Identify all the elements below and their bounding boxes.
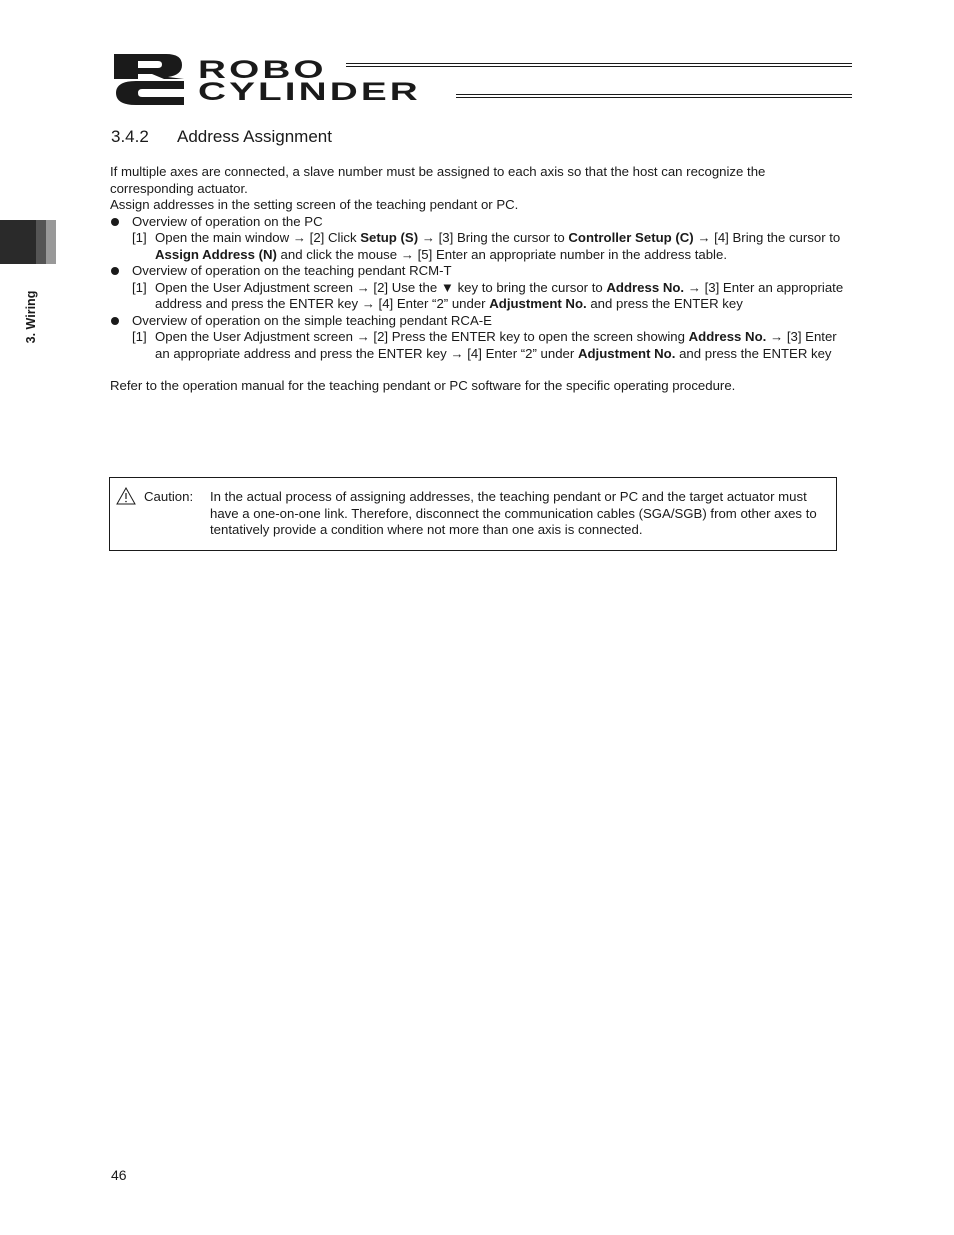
bullet-rcae-title: Overview of operation on the simple teaching pendant RCA-E xyxy=(132,312,492,328)
step-text: and press the ENTER key xyxy=(586,296,743,311)
bullet-dot-icon xyxy=(111,218,119,226)
bullet-pc-title: Overview of operation on the PC xyxy=(132,213,323,229)
chapter-label: 3. Wiring xyxy=(24,290,38,344)
chapter-tab-mid xyxy=(36,220,46,264)
header-rule-bottom-2 xyxy=(456,97,852,98)
rc-logo-mark xyxy=(112,52,192,106)
robo-cylinder-logo xyxy=(112,52,452,106)
page-number: 46 xyxy=(111,1167,127,1183)
step-bold: Address No. xyxy=(606,279,685,295)
chapter-tab-light xyxy=(46,220,56,264)
step-bold: Address No. xyxy=(688,329,767,344)
step-text: → [3] Bring the cursor to xyxy=(418,230,569,245)
bullet-dot-icon xyxy=(111,267,119,275)
section-title: Address Assignment xyxy=(177,127,332,146)
step-rcae xyxy=(110,329,845,362)
bullet-pc xyxy=(110,214,845,231)
logo-cylinder: CYLINDER xyxy=(198,78,421,106)
caution-label: Caution: xyxy=(144,489,194,504)
step-text: → [4] Bring the cursor to xyxy=(693,230,841,245)
warning-triangle-icon xyxy=(116,487,136,505)
step-bold: Assign Address (N) xyxy=(155,246,277,262)
chapter-tab-dark xyxy=(0,220,36,264)
step-text: and press the ENTER key xyxy=(675,345,832,361)
step-rcmt xyxy=(110,280,845,313)
body-text xyxy=(110,164,845,395)
step-bold: Controller Setup (C) xyxy=(568,230,694,245)
bullet-rcae xyxy=(110,313,845,330)
step-text: Open the User Adjustment screen → [2] Use the ▼ key to bring the cursor to xyxy=(155,279,607,295)
step-bold: Adjustment No. xyxy=(577,345,676,361)
step-text: and click the mouse → [5] Enter an appropriate number in the address table. xyxy=(276,246,727,262)
caution-text: In the actual process of assigning addresses, the teaching pendant or PC and the target actuator must have a one-on-one link. Therefore, disconnect the communication cables (SGA/SGB) from other axes to tentatively provide a condition where not more than one axis is connected. xyxy=(210,489,817,537)
reference-paragraph: Refer to the operation manual for the teaching pendant or PC software for the specific operating procedure. xyxy=(110,378,736,393)
section-number: 3.4.2 xyxy=(111,127,149,146)
step-index: [1] xyxy=(132,279,147,295)
step-text: Open the main window → [2] Click xyxy=(155,230,361,245)
step-text: → [3] Enter an appropriate address and press the ENTER key → [4] Enter “2” under xyxy=(155,279,844,311)
section-heading xyxy=(111,127,332,147)
step-pc xyxy=(110,230,845,263)
step-text: → [3] Enter an appropriate address and press the ENTER key → [4] Enter “2” under xyxy=(155,329,837,361)
bullet-rcmt xyxy=(110,263,845,280)
step-index: [1] xyxy=(132,329,147,344)
intro-paragraph-2: Assign addresses in the setting screen of the teaching pendant or PC. xyxy=(110,197,519,212)
caution-box xyxy=(109,477,837,551)
bullet-rcmt-title: Overview of operation on the teaching pendant RCM-T xyxy=(132,263,452,278)
step-text: Open the User Adjustment screen → [2] Press the ENTER key to open the screen showing xyxy=(155,329,689,344)
logo-robo: ROBO xyxy=(198,56,327,84)
bullet-dot-icon xyxy=(111,317,119,325)
header-rule-top-2 xyxy=(346,66,852,67)
header-rule-top-1 xyxy=(346,63,852,64)
header-rule-bottom-1 xyxy=(456,94,852,95)
intro-paragraph-1: If multiple axes are connected, a slave number must be assigned to each axis so that the host can recognize the corresponding actuator. xyxy=(110,164,766,196)
step-index: [1] xyxy=(132,230,147,245)
step-bold: Setup (S) xyxy=(360,230,419,245)
step-bold: Adjustment No. xyxy=(489,296,587,311)
